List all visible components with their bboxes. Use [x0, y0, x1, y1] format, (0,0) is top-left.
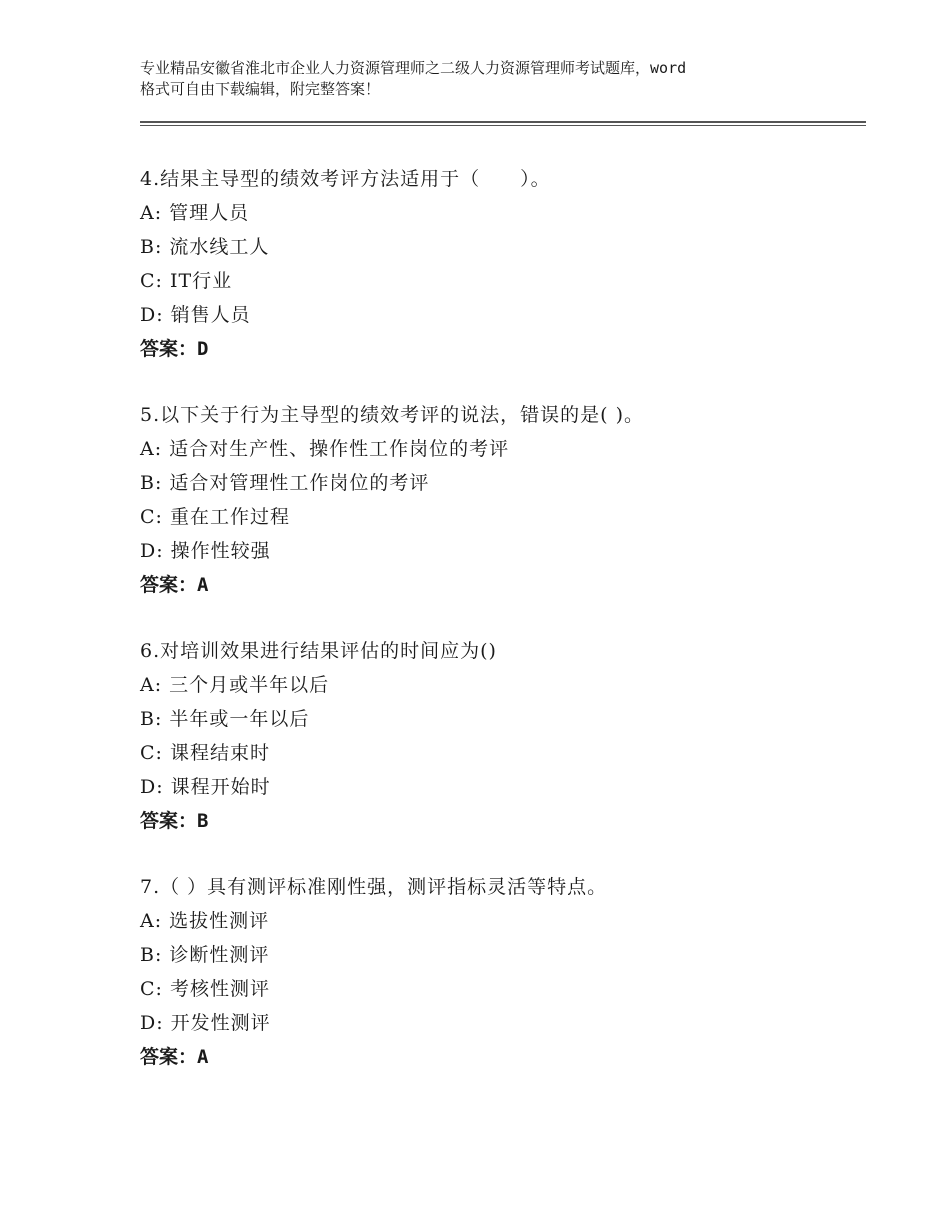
question-6	[140, 634, 870, 838]
question-stem: 6.对培训效果进行结果评估的时间应为()	[140, 640, 497, 662]
answer-label: 答案：A	[140, 574, 209, 596]
option-d: D: 课程开始时	[140, 776, 271, 798]
answer-label: 答案：D	[140, 338, 209, 360]
option-a: A: 管理人员	[140, 202, 250, 224]
header-divider-thin	[140, 125, 866, 126]
option-b: B: 适合对管理性工作岗位的考评	[140, 472, 430, 494]
option-c: C: IT行业	[140, 270, 233, 292]
answer-label: 答案：B	[140, 810, 209, 832]
option-c: C: 考核性测评	[140, 978, 270, 1000]
question-4	[140, 162, 870, 366]
header-title-line-2: 格式可自由下载编辑，附完整答案！	[140, 80, 381, 98]
option-b: B: 半年或一年以后	[140, 708, 310, 730]
option-d: D: 操作性较强	[140, 540, 271, 562]
option-c: C: 课程结束时	[140, 742, 270, 764]
question-7	[140, 870, 870, 1074]
option-d: D: 销售人员	[140, 304, 251, 326]
option-a: A: 选拔性测评	[140, 910, 270, 932]
question-stem: 4.结果主导型的绩效考评方法适用于（ ）。	[140, 168, 551, 190]
option-d: D: 开发性测评	[140, 1012, 271, 1034]
document-header	[140, 58, 840, 100]
question-stem: 5.以下关于行为主导型的绩效考评的说法，错误的是( )。	[140, 404, 644, 426]
option-c: C: 重在工作过程	[140, 506, 290, 528]
option-b: B: 流水线工人	[140, 236, 270, 258]
option-a: A: 三个月或半年以后	[140, 674, 330, 696]
question-list	[140, 162, 870, 1106]
header-divider-thick	[140, 121, 866, 123]
question-5	[140, 398, 870, 602]
header-title-line-1: 专业精品安徽省淮北市企业人力资源管理师之二级人力资源管理师考试题库，word	[140, 59, 687, 77]
question-stem: 7.（ ）具有测评标准刚性强，测评指标灵活等特点。	[140, 876, 608, 898]
option-b: B: 诊断性测评	[140, 944, 270, 966]
answer-label: 答案：A	[140, 1046, 209, 1068]
option-a: A: 适合对生产性、操作性工作岗位的考评	[140, 438, 510, 460]
